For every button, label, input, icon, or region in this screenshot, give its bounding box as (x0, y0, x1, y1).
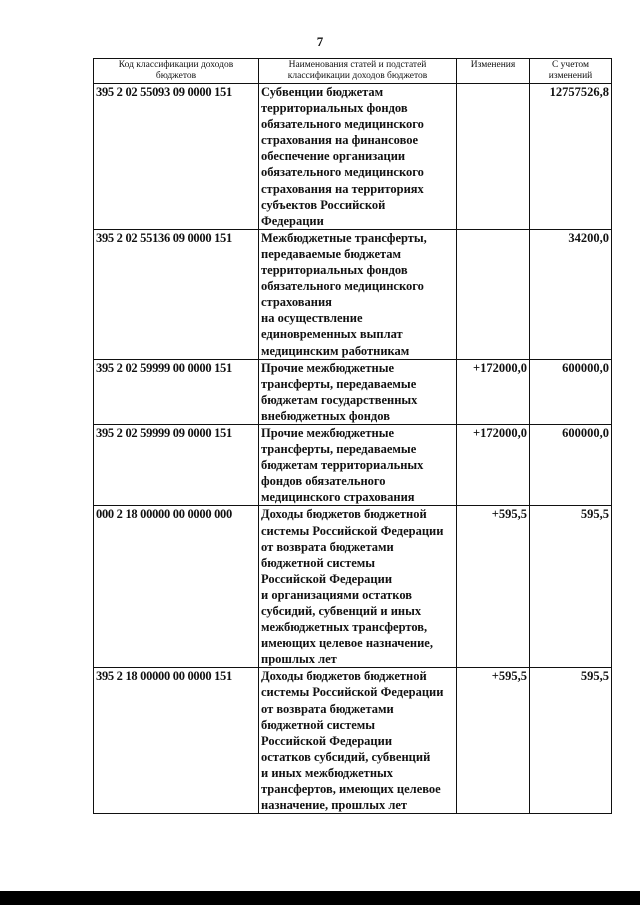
cell-code: 395 2 02 59999 09 0000 151 (94, 424, 259, 505)
header-change: Изменения (457, 59, 530, 84)
cell-code: 395 2 02 55136 09 0000 151 (94, 229, 259, 359)
page-number: 7 (316, 34, 324, 49)
header-total: С учетом изменений (530, 59, 612, 84)
table-row (94, 424, 612, 505)
cell-change: +172000,0 (457, 359, 530, 424)
table-header-row (94, 59, 612, 84)
table-row (94, 506, 612, 668)
table-row (94, 229, 612, 359)
cell-name: Прочие межбюджетные трансферты, передаваемые бюджетам территориальных фондов обязательного медицинского страхования (259, 424, 457, 505)
cell-code: 395 2 02 59999 00 0000 151 (94, 359, 259, 424)
cell-change (457, 84, 530, 230)
cell-name: Доходы бюджетов бюджетной системы Российской Федерации от возврата бюджетами бюджетной системы Российской Федерации и организациями остатков субсидий, субвенций и иных межбюджетных трансфертов, имеющих целевое назначение, прошлых лет (259, 506, 457, 668)
header-code: Код классификации доходов бюджетов (94, 59, 259, 84)
table-row (94, 84, 612, 230)
cell-name: Доходы бюджетов бюджетной системы Российской Федерации от возврата бюджетами бюджетной системы Российской Федерации остатков субсидий, субвенций и иных межбюджетных трансфертов, имеющих целевое назначение, прошлых лет (259, 668, 457, 814)
table-row (94, 668, 612, 814)
scan-edge-bar (0, 891, 640, 905)
cell-name: Межбюджетные трансферты, передаваемые бюджетам территориальных фондов обязательного медицинского страхования на осуществление единовременных выплат медицинским работникам (259, 229, 457, 359)
cell-total: 600000,0 (530, 359, 612, 424)
cell-code: 395 2 18 00000 00 0000 151 (94, 668, 259, 814)
cell-code: 395 2 02 55093 09 0000 151 (94, 84, 259, 230)
cell-change: +172000,0 (457, 424, 530, 505)
cell-change: +595,5 (457, 668, 530, 814)
table-row (94, 359, 612, 424)
cell-name: Прочие межбюджетные трансферты, передаваемые бюджетам государственных внебюджетных фондов (259, 359, 457, 424)
header-name: Наименования статей и подстатей классификации доходов бюджетов (259, 59, 457, 84)
cell-total: 595,5 (530, 506, 612, 668)
cell-change: +595,5 (457, 506, 530, 668)
cell-name: Субвенции бюджетам территориальных фондов обязательного медицинского страхования на финансовое обеспечение организации обязательного медицинского страхования на территориях субъектов Российской Федерации (259, 84, 457, 230)
cell-total: 34200,0 (530, 229, 612, 359)
cell-change (457, 229, 530, 359)
cell-total: 12757526,8 (530, 84, 612, 230)
cell-code: 000 2 18 00000 00 0000 000 (94, 506, 259, 668)
cell-total: 595,5 (530, 668, 612, 814)
budget-revenue-table (93, 58, 612, 814)
cell-total: 600000,0 (530, 424, 612, 505)
